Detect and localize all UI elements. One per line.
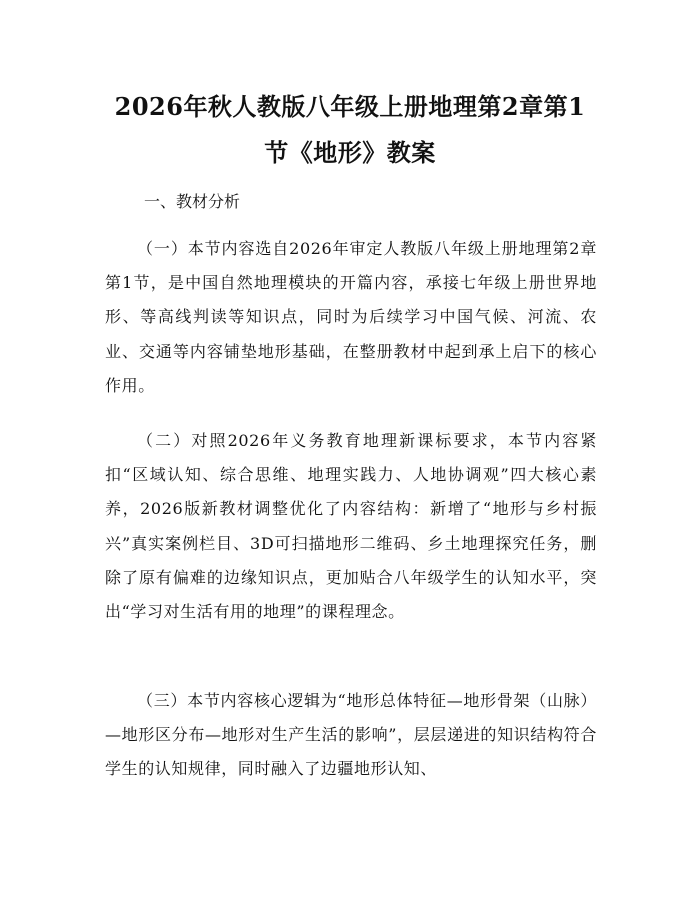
document-title-line-1: 2026年秋人教版八年级上册地理第2章第1	[114, 92, 586, 121]
document-title-line-2: 节《地形》教案	[264, 138, 436, 167]
section-heading: 一、教材分析	[144, 192, 241, 211]
paragraph-2: （二）对照2026年义务教育地理新课标要求，本节内容紧扣“区域认知、综合思维、地理实践力、人地协调观”四大核心素养，2026版新教材调整优化了内容结构：新增了“地形与乡村振兴”真实案例栏目、3D可扫描地形二维码、乡土地理探究任务，删除了原有偏难的边缘知识点，更加贴合八年级学生的认知水平，突出“学习对生活有用的地理”的课程理念。	[105, 431, 597, 622]
paragraph-3: （三）本节内容核心逻辑为“地形总体特征—地形骨架（山脉）—地形区分布—地形对生产生活的影响”，层层递进的知识结构符合学生的认知规律，同时融入了边疆地形认知、	[105, 691, 597, 779]
paragraph-1: （一）本节内容选自2026年审定人教版八年级上册地理第2章第1节，是中国自然地理模块的开篇内容，承接七年级上册世界地形、等高线判读等知识点，同时为后续学习中国气候、河流、农业、交通等内容铺垫地形基础，在整册教材中起到承上启下的核心作用。	[105, 239, 597, 395]
